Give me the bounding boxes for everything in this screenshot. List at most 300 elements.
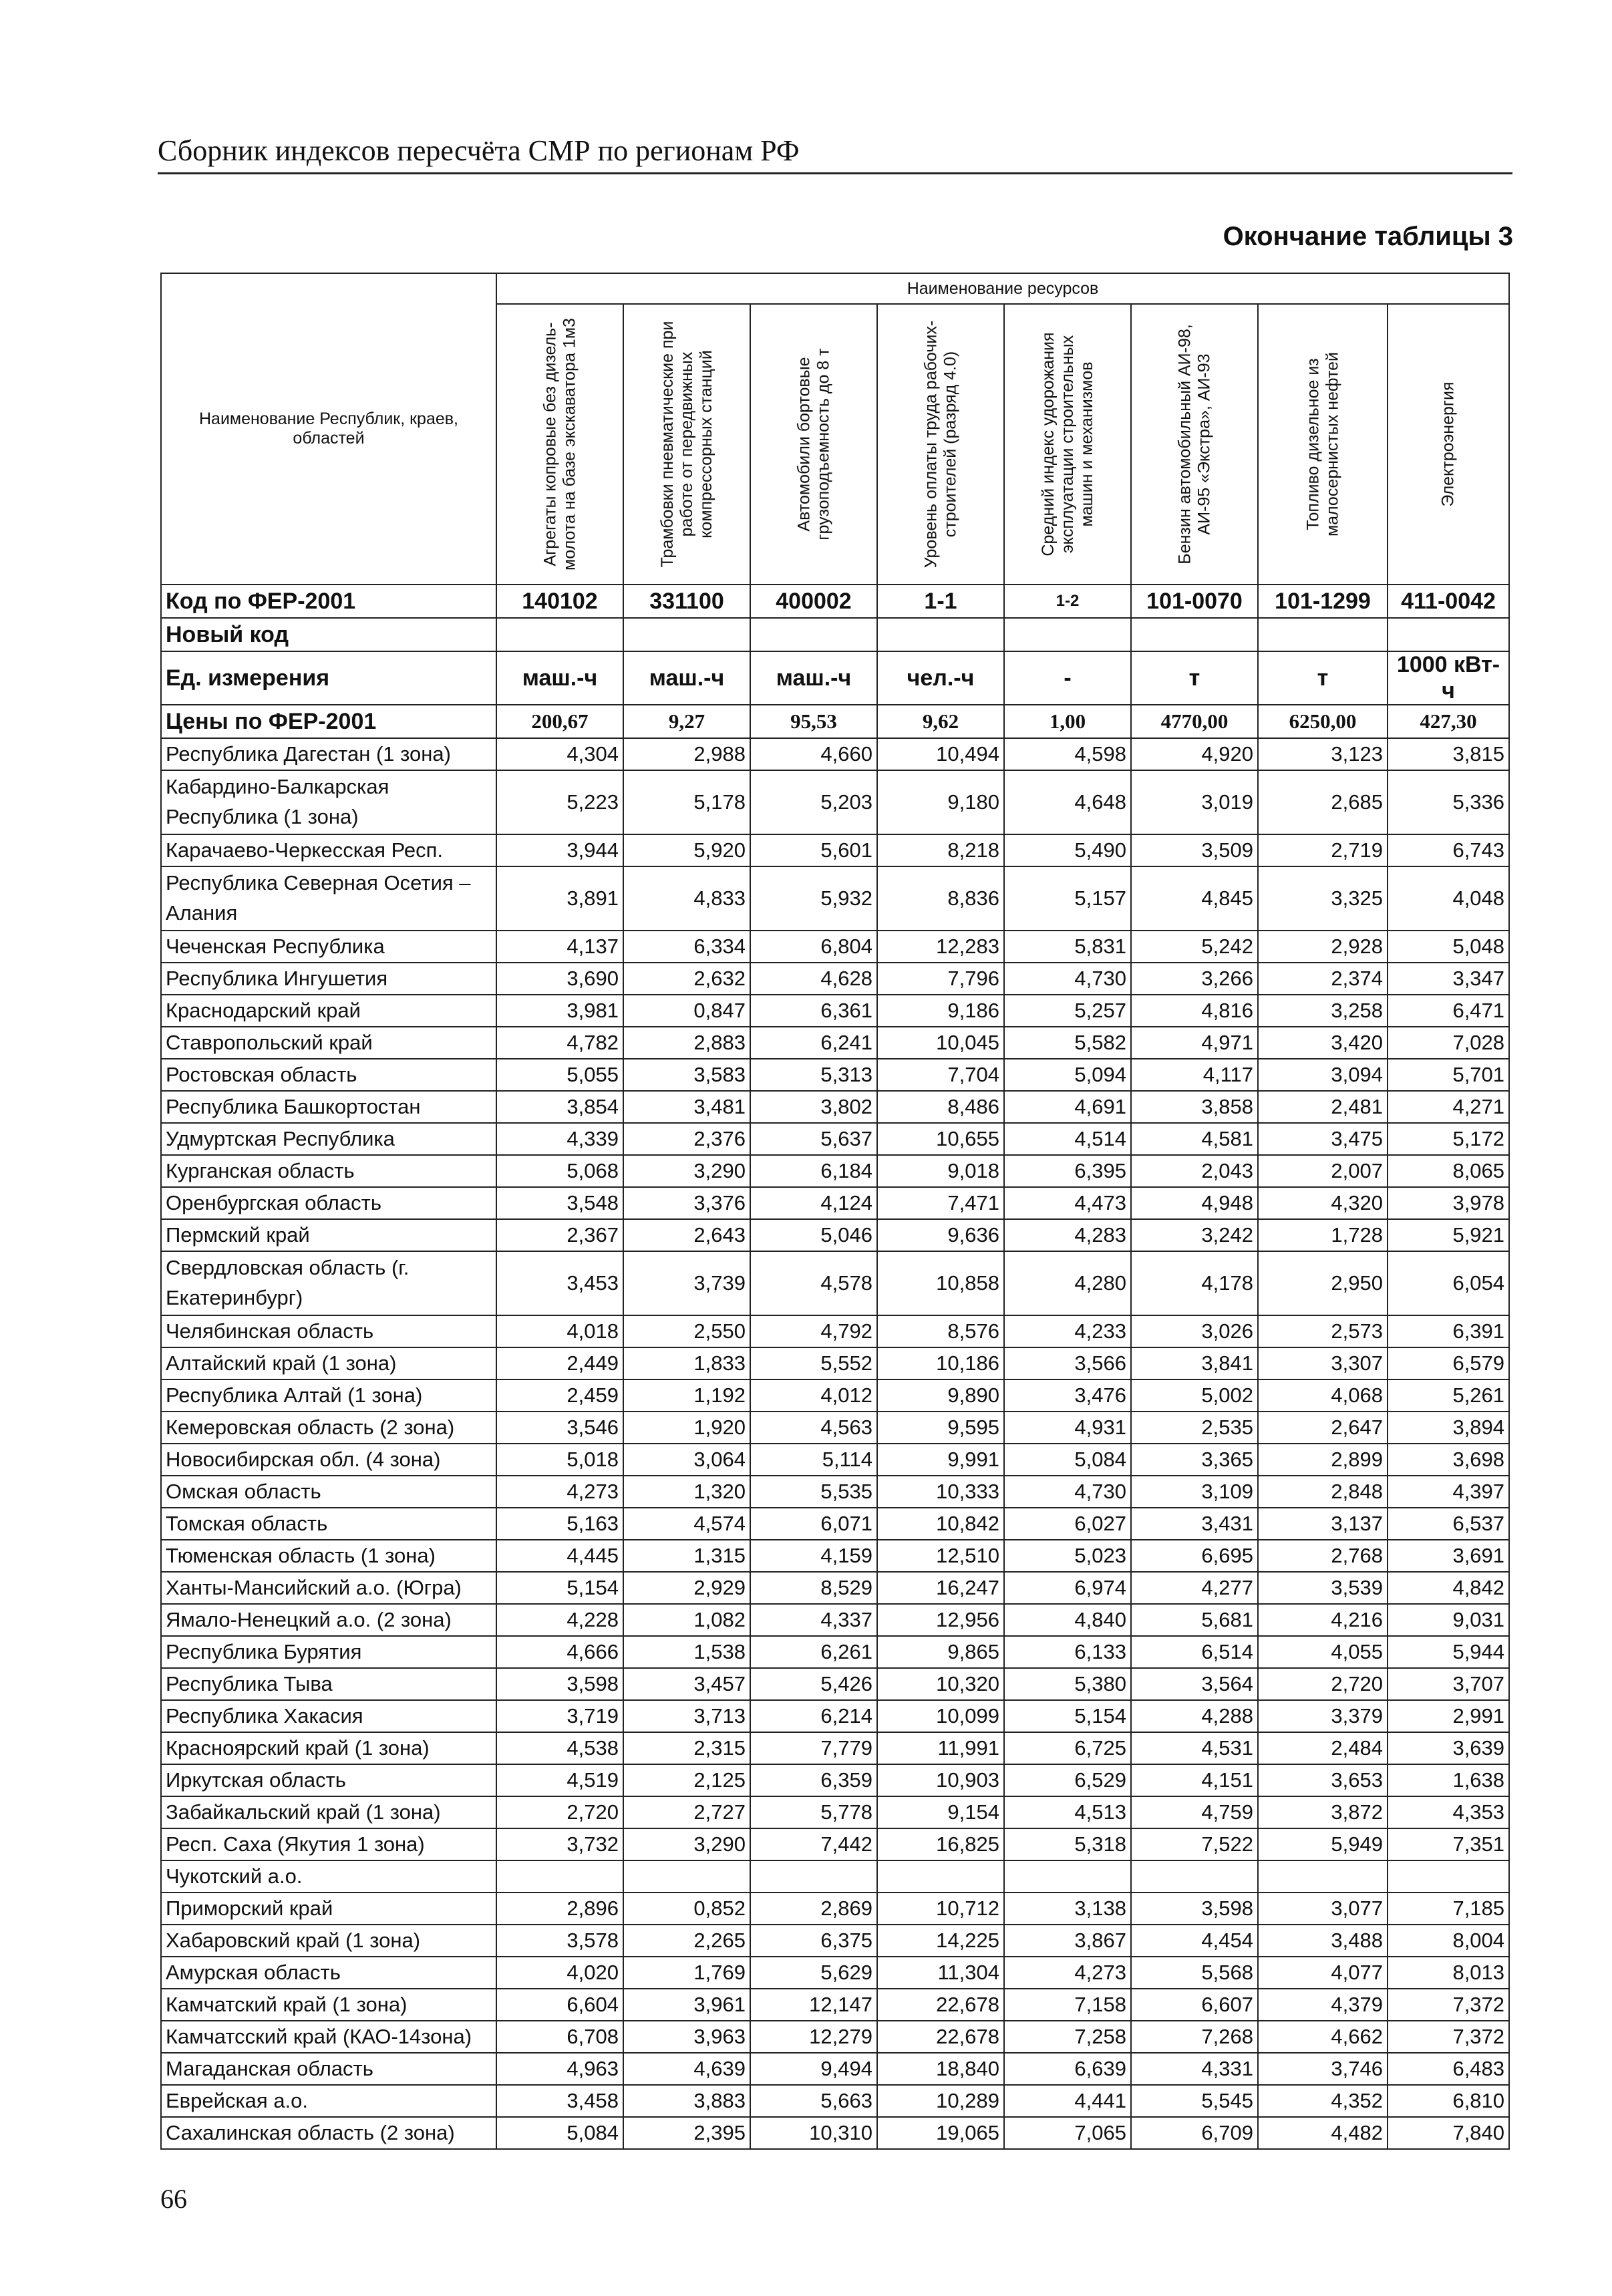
region-name: Республика Хакасия (161, 1700, 496, 1732)
table-cell: 3,077 (1258, 1893, 1388, 1925)
table-row (161, 1251, 1509, 1315)
table-cell: 12,283 (877, 931, 1004, 963)
table-cell: 200,67 (496, 705, 623, 738)
table-cell: 4,320 (1258, 1187, 1388, 1219)
table-cell: 1,082 (623, 1604, 750, 1636)
table-cell: 4,159 (750, 1540, 877, 1572)
table-cell: 5,778 (750, 1796, 877, 1828)
table-cell: 3,707 (1388, 1668, 1509, 1700)
table-cell: 9,62 (877, 705, 1004, 738)
table-cell (496, 618, 623, 651)
table-cell: 4,563 (750, 1412, 877, 1444)
region-name: Камчатсский край (КАО-14зона) (161, 2021, 496, 2053)
region-name: Томская область (161, 1508, 496, 1540)
table-cell: 4,012 (750, 1379, 877, 1412)
table-cell: 22,678 (877, 1989, 1004, 2021)
row-label: Новый код (161, 618, 496, 651)
table-cell: 3,719 (496, 1700, 623, 1732)
table-row (161, 1412, 1509, 1444)
table-cell: 4,730 (1004, 1476, 1131, 1508)
table-cell: 6,241 (750, 1027, 877, 1059)
table-cell: 3,815 (1388, 738, 1509, 770)
table-row (161, 1572, 1509, 1604)
table-cell: 3,488 (1258, 1925, 1388, 1957)
table-cell: 4,178 (1131, 1251, 1258, 1315)
table-cell: 3,978 (1388, 1187, 1509, 1219)
table-cell: 7,268 (1131, 2021, 1258, 2053)
table-cell: 5,023 (1004, 1540, 1131, 1572)
region-name: Забайкальский край (1 зона) (161, 1796, 496, 1828)
table-row (161, 1059, 1509, 1091)
table-cell (750, 618, 877, 651)
table-cell: 4,280 (1004, 1251, 1131, 1315)
table-cell: 4,833 (623, 866, 750, 931)
table-cell (1131, 618, 1258, 651)
column-header: Трамбовки пневматические при работе от передвижных компрессорных станций (623, 304, 750, 585)
table-cell: т (1131, 651, 1258, 705)
table-cell: 3,639 (1388, 1732, 1509, 1764)
table-cell: 4,273 (496, 1476, 623, 1508)
table-cell: 4,482 (1258, 2117, 1388, 2149)
table-cell: 4,233 (1004, 1315, 1131, 1347)
table-cell: 2,768 (1258, 1540, 1388, 1572)
page-number: 66 (160, 2184, 187, 2214)
table-cell: 101-1299 (1258, 585, 1388, 618)
region-name: Республика Северная Осетия – Алания (161, 866, 496, 931)
table-cell: 95,53 (750, 705, 877, 738)
table-cell: 4,581 (1131, 1123, 1258, 1155)
table-cell: 8,065 (1388, 1155, 1509, 1187)
table-row (161, 2117, 1509, 2149)
table-cell: 3,894 (1388, 1412, 1509, 1444)
table-cell: 5,568 (1131, 1957, 1258, 1989)
region-name: Пермский край (161, 1219, 496, 1251)
table-cell: 140102 (496, 585, 623, 618)
table-cell: 331100 (623, 585, 750, 618)
region-name: Иркутская область (161, 1764, 496, 1796)
table-cell: 6,483 (1388, 2053, 1509, 2085)
table-cell: 16,825 (877, 1828, 1004, 1860)
table-cell: 4,574 (623, 1508, 750, 1540)
region-name: Ростовская область (161, 1059, 496, 1091)
table-cell: 6,027 (1004, 1508, 1131, 1540)
table-cell: 3,746 (1258, 2053, 1388, 2085)
region-name: Свердловская область (г. Екатеринбург) (161, 1251, 496, 1315)
table-cell: 2,883 (623, 1027, 750, 1059)
table-row (161, 2053, 1509, 2085)
table-cell (1004, 1860, 1131, 1893)
table-cell: 10,289 (877, 2085, 1004, 2117)
table-cell: 4,304 (496, 738, 623, 770)
table-cell: 1-1 (877, 585, 1004, 618)
region-name: Ханты-Мансийский а.о. (Югра) (161, 1572, 496, 1604)
table-cell: 2,265 (623, 1925, 750, 1957)
table-cell: 4,137 (496, 931, 623, 963)
table-row (161, 1315, 1509, 1347)
table-cell: 3,258 (1258, 995, 1388, 1027)
table-head (161, 273, 1509, 585)
table-cell (1258, 618, 1388, 651)
region-name: Челябинская область (161, 1315, 496, 1347)
fer-code-row (161, 585, 1509, 618)
region-name: Республика Ингушетия (161, 963, 496, 995)
table-cell: 9,494 (750, 2053, 877, 2085)
table-cell: 6,054 (1388, 1251, 1509, 1315)
table-cell: 2,459 (496, 1379, 623, 1412)
table-cell: 5,055 (496, 1059, 623, 1091)
table-cell: 5,831 (1004, 931, 1131, 963)
table-cell: 4,842 (1388, 1572, 1509, 1604)
table-cell: 4,228 (496, 1604, 623, 1636)
table-row (161, 995, 1509, 1027)
table-cell: 6,810 (1388, 2085, 1509, 2117)
table-cell (1004, 618, 1131, 651)
region-name: Тюменская область (1 зона) (161, 1540, 496, 1572)
table-row (161, 1700, 1509, 1732)
table-cell: 2,685 (1258, 770, 1388, 834)
table-cell: 2,484 (1258, 1732, 1388, 1764)
table-row (161, 738, 1509, 770)
row-label: Ед. измерения (161, 651, 496, 705)
table-cell: 3,883 (623, 2085, 750, 2117)
table-cell: 4,931 (1004, 1412, 1131, 1444)
table-cell: 4,648 (1004, 770, 1131, 834)
table-cell: 5,084 (496, 2117, 623, 2149)
table-cell: 6,071 (750, 1508, 877, 1540)
table-row (161, 1604, 1509, 1636)
table-cell (623, 1860, 750, 1893)
region-name: Удмуртская Республика (161, 1123, 496, 1155)
table-cell: 5,552 (750, 1347, 877, 1379)
table-cell: 3,266 (1131, 963, 1258, 995)
table-row (161, 1155, 1509, 1187)
table-cell: 5,094 (1004, 1059, 1131, 1091)
table-cell: 12,956 (877, 1604, 1004, 1636)
table-cell: 4,948 (1131, 1187, 1258, 1219)
table-row (161, 770, 1509, 834)
table-cell: 2,643 (623, 1219, 750, 1251)
table-cell: 12,147 (750, 1989, 877, 2021)
table-cell: 5,426 (750, 1668, 877, 1700)
table-cell: 3,539 (1258, 1572, 1388, 1604)
table-cell (1258, 1860, 1388, 1893)
table-cell: 7,028 (1388, 1027, 1509, 1059)
table-cell: 4,353 (1388, 1796, 1509, 1828)
table-cell: 5,318 (1004, 1828, 1131, 1860)
table-cell: 7,258 (1004, 2021, 1131, 2053)
table-cell: 5,046 (750, 1219, 877, 1251)
table-cell: 5,701 (1388, 1059, 1509, 1091)
table-cell: 5,257 (1004, 995, 1131, 1027)
table-cell (623, 618, 750, 651)
table-cell: 2,043 (1131, 1155, 1258, 1187)
table-cell: 3,653 (1258, 1764, 1388, 1796)
table-cell: 1,833 (623, 1347, 750, 1379)
table-cell: 7,185 (1388, 1893, 1509, 1925)
header-rule (158, 172, 1512, 174)
table-cell: 1,320 (623, 1476, 750, 1508)
table-cell: 4,018 (496, 1315, 623, 1347)
region-name: Респ. Саха (Якутия 1 зона) (161, 1828, 496, 1860)
table-cell: 400002 (750, 585, 877, 618)
table-cell: 9,27 (623, 705, 750, 738)
table-row (161, 1379, 1509, 1412)
table-cell: 3,420 (1258, 1027, 1388, 1059)
table-cell: 411-0042 (1388, 585, 1509, 618)
region-name: Новосибирская обл. (4 зона) (161, 1444, 496, 1476)
table-cell: 4,639 (623, 2053, 750, 2085)
table-cell: 4,666 (496, 1636, 623, 1668)
table-cell: 4,473 (1004, 1187, 1131, 1219)
table-cell: 2,720 (1258, 1668, 1388, 1700)
table-cell: маш.-ч (623, 651, 750, 705)
table-row (161, 1347, 1509, 1379)
row-name-header: Наименование Республик, краев, областей (161, 273, 496, 585)
table-cell: 4,628 (750, 963, 877, 995)
table-cell: 9,636 (877, 1219, 1004, 1251)
table-cell: 3,548 (496, 1187, 623, 1219)
table-cell: 6,974 (1004, 1572, 1131, 1604)
region-name: Республика Тыва (161, 1668, 496, 1700)
table-cell: 4,337 (750, 1604, 877, 1636)
table-cell: 6,695 (1131, 1540, 1258, 1572)
table-row (161, 1764, 1509, 1796)
table-cell: 6,334 (623, 931, 750, 963)
table-cell: 4,124 (750, 1187, 877, 1219)
table-row (161, 866, 1509, 931)
table-cell: 1,728 (1258, 1219, 1388, 1251)
table-cell: 5,629 (750, 1957, 877, 1989)
table-cell: 6,391 (1388, 1315, 1509, 1347)
table-cell: 1,920 (623, 1412, 750, 1444)
region-name: Краснодарский край (161, 995, 496, 1027)
table-cell: 4,277 (1131, 1572, 1258, 1604)
table-cell: 4,020 (496, 1957, 623, 1989)
table-cell: 7,840 (1388, 2117, 1509, 2149)
row-label: Код по ФЕР-2001 (161, 585, 496, 618)
table-cell: 8,218 (877, 834, 1004, 866)
table-cell: 3,376 (623, 1187, 750, 1219)
table-cell: 4,288 (1131, 1700, 1258, 1732)
table-cell: 6,639 (1004, 2053, 1131, 2085)
table-cell: 3,598 (1131, 1893, 1258, 1925)
table-cell: 3,732 (496, 1828, 623, 1860)
new-code-row (161, 618, 1509, 651)
table-cell (496, 1860, 623, 1893)
table-row (161, 834, 1509, 866)
table-cell: 6,133 (1004, 1636, 1131, 1668)
table-cell: 5,601 (750, 834, 877, 866)
table-cell: 6,395 (1004, 1155, 1131, 1187)
table-cell (1131, 1860, 1258, 1893)
table-cell: 6,804 (750, 931, 877, 963)
table-cell: 9,865 (877, 1636, 1004, 1668)
column-header: Автомобили бортовые грузоподъемность до 8 т (750, 304, 877, 585)
table-cell: 5,002 (1131, 1379, 1258, 1412)
column-header: Электроэнергия (1388, 304, 1509, 585)
table-cell: 10,186 (877, 1347, 1004, 1379)
table-row (161, 963, 1509, 995)
column-header: Средний индекс удорожания эксплуатации строительных машин и механизмов (1004, 304, 1131, 585)
table-cell: 7,372 (1388, 2021, 1509, 2053)
table-cell: 7,442 (750, 1828, 877, 1860)
table-cell: 5,637 (750, 1123, 877, 1155)
table-cell: 3,509 (1131, 834, 1258, 866)
table-row (161, 1508, 1509, 1540)
table-cell: 2,719 (1258, 834, 1388, 866)
table-cell: 3,290 (623, 1828, 750, 1860)
table-cell: 5,490 (1004, 834, 1131, 866)
table-cell: 2,632 (623, 963, 750, 995)
region-name: Оренбургская область (161, 1187, 496, 1219)
table-row (161, 1957, 1509, 1989)
table-cell: 6,604 (496, 1989, 623, 2021)
table-cell: 9,180 (877, 770, 1004, 834)
table-cell: 5,949 (1258, 1828, 1388, 1860)
table-cell: 4,352 (1258, 2085, 1388, 2117)
table-cell: 4,271 (1388, 1091, 1509, 1123)
running-header: Сборник индексов пересчёта СМР по регионам РФ (158, 134, 800, 167)
table-cell: 2,991 (1388, 1700, 1509, 1732)
table-cell: 7,351 (1388, 1828, 1509, 1860)
table-cell: 5,932 (750, 866, 877, 931)
table-cell: 2,535 (1131, 1412, 1258, 1444)
table-cell: 6,214 (750, 1700, 877, 1732)
column-header: Уровень оплаты труда рабочих-строителей (разряд 4.0) (877, 304, 1004, 585)
table-cell: 14,225 (877, 1925, 1004, 1957)
table-cell: 3,564 (1131, 1668, 1258, 1700)
table-cell: 4,454 (1131, 1925, 1258, 1957)
table-cell: 3,691 (1388, 1540, 1509, 1572)
region-name: Омская область (161, 1476, 496, 1508)
table-cell: 2,720 (496, 1796, 623, 1828)
table-cell: 3,123 (1258, 738, 1388, 770)
table-cell: 3,476 (1004, 1379, 1131, 1412)
table-cell: 10,310 (750, 2117, 877, 2149)
table-row (161, 2021, 1509, 2053)
table-row (161, 1732, 1509, 1764)
table-cell: 5,582 (1004, 1027, 1131, 1059)
region-name: Амурская область (161, 1957, 496, 1989)
table-cell: 10,842 (877, 1508, 1004, 1540)
table-cell: 5,114 (750, 1444, 877, 1476)
table-cell: 10,494 (877, 738, 1004, 770)
table-row (161, 931, 1509, 963)
table-cell: 3,307 (1258, 1347, 1388, 1379)
table-cell: 5,921 (1388, 1219, 1509, 1251)
table-cell: 1-2 (1004, 585, 1131, 618)
table-cell: 3,026 (1131, 1315, 1258, 1347)
table-cell: 3,872 (1258, 1796, 1388, 1828)
table-caption: Окончание таблицы 3 (1223, 222, 1513, 251)
table-cell: 9,154 (877, 1796, 1004, 1828)
table-cell: 8,576 (877, 1315, 1004, 1347)
table-row (161, 1989, 1509, 2021)
region-name: Республика Дагестан (1 зона) (161, 738, 496, 770)
table-cell: 3,365 (1131, 1444, 1258, 1476)
table-cell: 5,203 (750, 770, 877, 834)
table-cell: 2,481 (1258, 1091, 1388, 1123)
table-cell: 6,375 (750, 1925, 877, 1957)
table-cell: 4,782 (496, 1027, 623, 1059)
table-cell: 5,380 (1004, 1668, 1131, 1700)
table-row (161, 1476, 1509, 1508)
table-row (161, 1027, 1509, 1059)
table-cell: 1,769 (623, 1957, 750, 1989)
table-cell: 6,709 (1131, 2117, 1258, 2149)
table-cell: 4,117 (1131, 1059, 1258, 1091)
table-cell: 4,792 (750, 1315, 877, 1347)
table-cell: 6,708 (496, 2021, 623, 2053)
table-cell: 4,840 (1004, 1604, 1131, 1636)
region-name: Камчатский край (1 зона) (161, 1989, 496, 2021)
table-cell: 4770,00 (1131, 705, 1258, 738)
table-cell: 5,681 (1131, 1604, 1258, 1636)
table-cell: 4,151 (1131, 1764, 1258, 1796)
table-cell: 3,379 (1258, 1700, 1388, 1732)
region-name: Алтайский край (1 зона) (161, 1347, 496, 1379)
table-cell: 6,361 (750, 995, 877, 1027)
table-cell: 1,00 (1004, 705, 1131, 738)
table-cell: 10,333 (877, 1476, 1004, 1508)
table-cell: маш.-ч (496, 651, 623, 705)
column-header: Бензин автомобильный АИ-98, АИ-95 «Экстра», АИ-93 (1131, 304, 1258, 585)
table-cell: - (1004, 651, 1131, 705)
table-cell: 4,531 (1131, 1732, 1258, 1764)
table-cell: 0,852 (623, 1893, 750, 1925)
table-cell: 7,796 (877, 963, 1004, 995)
table-cell: 1,638 (1388, 1764, 1509, 1796)
table-cell: 2,315 (623, 1732, 750, 1764)
table-cell: 3,242 (1131, 1219, 1258, 1251)
table-cell: 7,471 (877, 1187, 1004, 1219)
table-cell: 2,869 (750, 1893, 877, 1925)
table-cell: 4,077 (1258, 1957, 1388, 1989)
prices-row (161, 705, 1509, 738)
table-cell: 4,513 (1004, 1796, 1131, 1828)
region-name: Кемеровская область (2 зона) (161, 1412, 496, 1444)
table-cell: 4,691 (1004, 1091, 1131, 1123)
table-cell: 6,725 (1004, 1732, 1131, 1764)
table-cell: 1,192 (623, 1379, 750, 1412)
table-cell: 2,376 (623, 1123, 750, 1155)
table-cell: 8,529 (750, 1572, 877, 1604)
table-cell: 3,583 (623, 1059, 750, 1091)
table-row (161, 1123, 1509, 1155)
table-cell: 4,441 (1004, 2085, 1131, 2117)
table-cell: 1,315 (623, 1540, 750, 1572)
table-cell: 4,283 (1004, 1219, 1131, 1251)
table-cell: 3,566 (1004, 1347, 1131, 1379)
region-name: Магаданская область (161, 2053, 496, 2085)
table-cell: 3,891 (496, 866, 623, 931)
table-cell: 3,453 (496, 1251, 623, 1315)
table-cell: 2,899 (1258, 1444, 1388, 1476)
table-cell: 10,858 (877, 1251, 1004, 1315)
table-cell: 4,273 (1004, 1957, 1131, 1989)
index-table (160, 273, 1510, 2150)
table-cell: 11,304 (877, 1957, 1004, 1989)
table-cell: 2,896 (496, 1893, 623, 1925)
table-row (161, 1860, 1509, 1893)
table-cell: 3,347 (1388, 963, 1509, 995)
table-cell: 5,178 (623, 770, 750, 834)
region-name: Курганская область (161, 1155, 496, 1187)
table-cell: 4,759 (1131, 1796, 1258, 1828)
table-cell: 3,137 (1258, 1508, 1388, 1540)
table-cell: 10,320 (877, 1668, 1004, 1700)
table-cell: 4,578 (750, 1251, 877, 1315)
